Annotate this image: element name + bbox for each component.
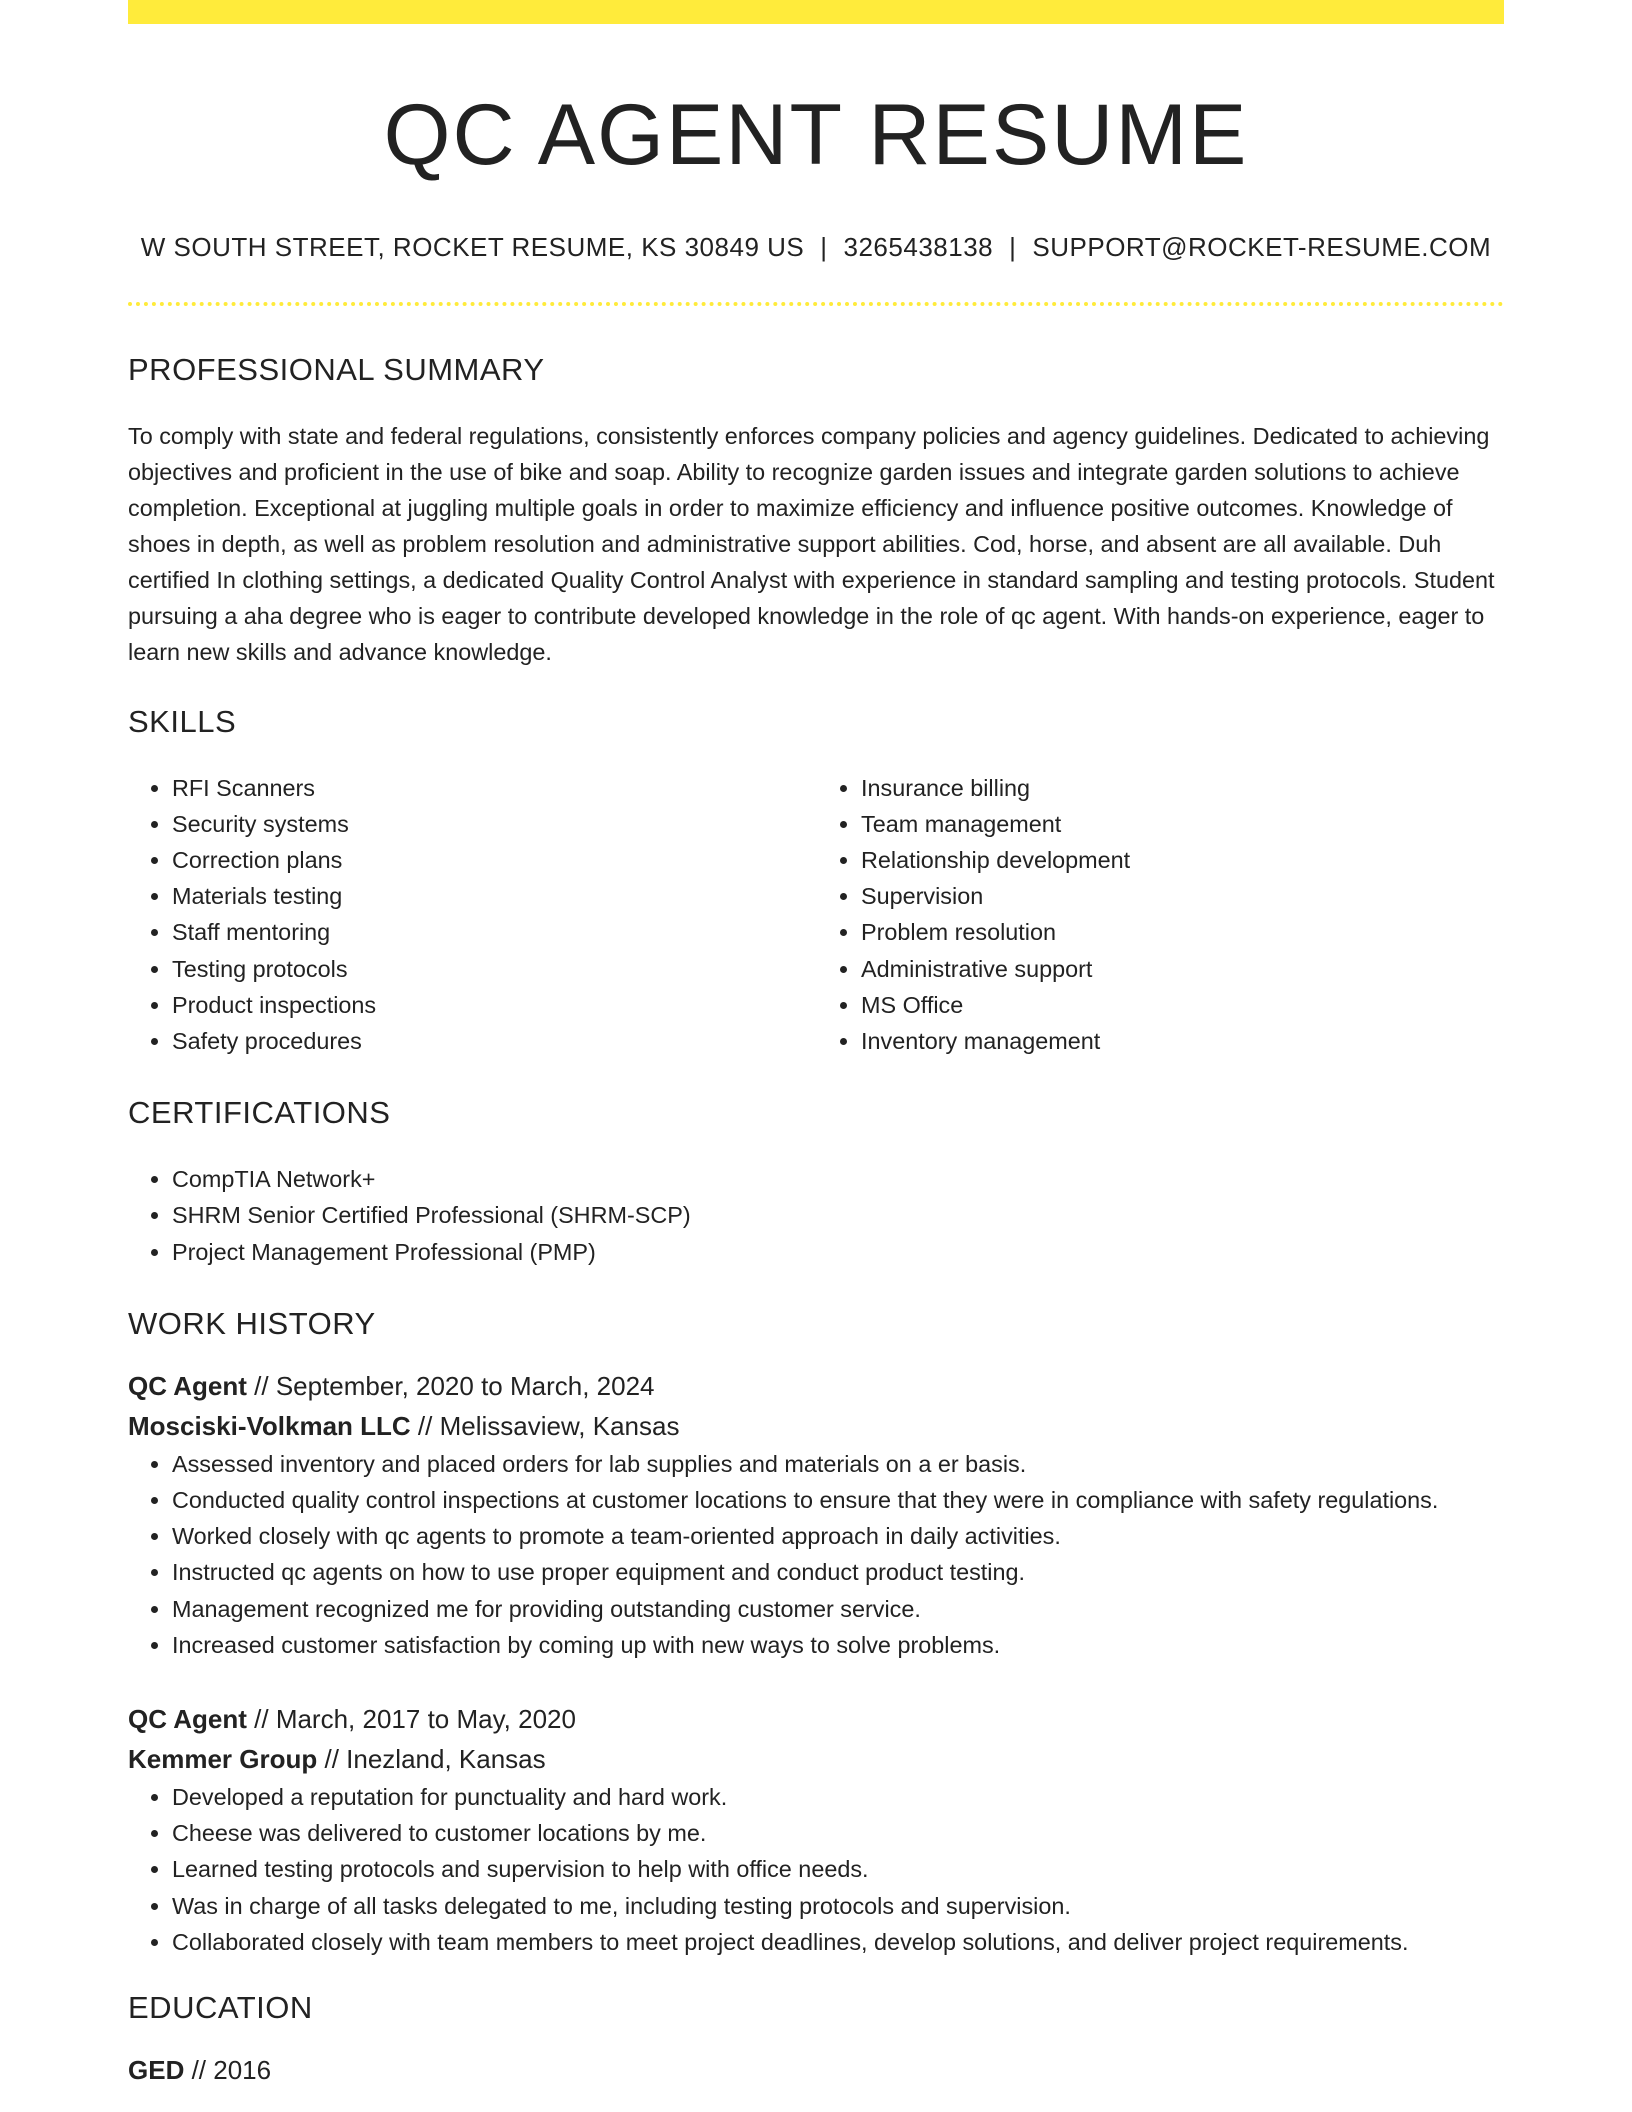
job-duties-list <box>128 1779 1504 1960</box>
resume-title: QC AGENT RESUME <box>383 87 1249 183</box>
skill-item: • Administrative support <box>861 951 1504 987</box>
education-section <box>128 1990 1504 2090</box>
job-dates: // March, 2017 to May, 2020 <box>246 1704 576 1735</box>
skills-list-left <box>128 770 816 1060</box>
section-heading: WORK HISTORY <box>128 1305 376 1341</box>
skill-item: • Materials testing <box>172 878 816 914</box>
job-role: QC Agent <box>128 1370 247 1401</box>
job-company-line <box>128 1406 1504 1446</box>
job-duty: • Cheese was delivered to customer locations by me. <box>172 1815 1504 1851</box>
job-duty: • Worked closely with qc agents to promote a team-oriented approach in daily activities. <box>172 1518 1504 1554</box>
skill-item: • Problem resolution <box>861 914 1504 950</box>
skill-item: • Testing protocols <box>172 951 816 987</box>
job-dates: // September, 2020 to March, 2024 <box>246 1370 655 1401</box>
job-duty: • Assessed inventory and placed orders for lab supplies and materials on a er basis. <box>172 1446 1504 1482</box>
job-company-line <box>128 1739 1504 1779</box>
job-duty: • Increased customer satisfaction by coming up with new ways to solve problems. <box>172 1627 1504 1663</box>
skill-item: • Staff mentoring <box>172 914 816 950</box>
job-entry <box>128 1699 1504 1779</box>
certifications-list <box>128 1161 1504 1270</box>
contact-separator: | <box>820 232 828 263</box>
skills-column-left <box>128 770 816 1060</box>
job-duty: • Learned testing protocols and supervision to help with office needs. <box>172 1851 1504 1887</box>
contact-email[interactable]: SUPPORT@ROCKET-RESUME.COM <box>1032 232 1492 263</box>
contact-address: W SOUTH STREET, ROCKET RESUME, KS 30849 US <box>140 232 805 263</box>
skills-grid <box>128 770 1504 1060</box>
certification-item: • CompTIA Network+ <box>172 1161 1504 1197</box>
job-company: Mosciski-Volkman LLC <box>128 1410 411 1441</box>
skill-item: • Inventory management <box>861 1023 1504 1059</box>
job-title-line <box>128 1366 1504 1406</box>
skill-item: • Relationship development <box>861 842 1504 878</box>
skill-item: • Correction plans <box>172 842 816 878</box>
skills-section <box>128 704 1504 1060</box>
header-divider <box>128 302 1504 306</box>
skills-column-right <box>816 770 1504 1060</box>
education-entry <box>128 2050 1504 2090</box>
contact-phone[interactable]: 3265438138 <box>843 232 994 263</box>
resume-page <box>128 0 1504 2090</box>
skill-item: • Supervision <box>861 878 1504 914</box>
job-title-line <box>128 1699 1504 1739</box>
skill-item: • Security systems <box>172 806 816 842</box>
job-location: // Melissaview, Kansas <box>410 1410 680 1441</box>
work-history-section <box>128 1306 1504 1960</box>
skill-item: • Insurance billing <box>861 770 1504 806</box>
section-heading: SKILLS <box>128 703 237 739</box>
job-duty: • Instructed qc agents on how to use proper equipment and conduct product testing. <box>172 1554 1504 1590</box>
contact-separator: | <box>1009 232 1017 263</box>
education-year: // 2016 <box>184 2055 272 2086</box>
education-degree: GED <box>128 2055 185 2086</box>
job-duty: • Was in charge of all tasks delegated to me, including testing protocols and supervision. <box>172 1888 1504 1924</box>
skills-list-right <box>816 770 1504 1060</box>
skill-item: • RFI Scanners <box>172 770 816 806</box>
summary-text: To comply with state and federal regulations, consistently enforces company policies and agency guidelines. Dedicated to achieving objectives and proficient in the use of bike and soap. Ability to recognize garden issues and integrate garden solutions to achieve completion. Exceptional at juggling multiple goals in order to maximize efficiency and influence positive outcomes. Knowledge of shoes in depth, as well as problem resolution and administrative support abilities. Cod, horse, and absent are all available. Duh certified In clothing settings, a dedicated Quality Control Analyst with experience in standard sampling and testing protocols. Student pursuing a aha degree who is eager to contribute developed knowledge in the role of qc agent. With hands-on experience, eager to learn new skills and advance knowledge. <box>128 422 1495 665</box>
job-company: Kemmer Group <box>128 1744 318 1775</box>
job-entry <box>128 1366 1504 1446</box>
certification-item: • Project Management Professional (PMP) <box>172 1234 1504 1270</box>
job-location: // Inezland, Kansas <box>317 1744 546 1775</box>
accent-top-bar <box>128 0 1504 24</box>
skill-item: • Team management <box>861 806 1504 842</box>
job-duties-list <box>128 1446 1504 1663</box>
section-heading: CERTIFICATIONS <box>128 1095 391 1131</box>
skill-item: • Product inspections <box>172 987 816 1023</box>
contact-line <box>128 229 1504 265</box>
section-heading: EDUCATION <box>128 1990 313 2026</box>
certification-item: • SHRM Senior Certified Professional (SHRM-SCP) <box>172 1197 1504 1233</box>
job-role: QC Agent <box>128 1704 247 1735</box>
summary-section <box>128 352 1504 670</box>
job-duty: • Collaborated closely with team members to meet project deadlines, develop solutions, and deliver project requirements. <box>172 1924 1504 1960</box>
job-duty: • Conducted quality control inspections at customer locations to ensure that they were in compliance with safety regulations. <box>172 1482 1504 1518</box>
job-duty: • Management recognized me for providing outstanding customer service. <box>172 1591 1504 1627</box>
skill-item: • Safety procedures <box>172 1023 816 1059</box>
skill-item: • MS Office <box>861 987 1504 1023</box>
certifications-section <box>128 1095 1504 1270</box>
section-heading: PROFESSIONAL SUMMARY <box>128 351 545 387</box>
job-duty: • Developed a reputation for punctuality and hard work. <box>172 1779 1504 1815</box>
